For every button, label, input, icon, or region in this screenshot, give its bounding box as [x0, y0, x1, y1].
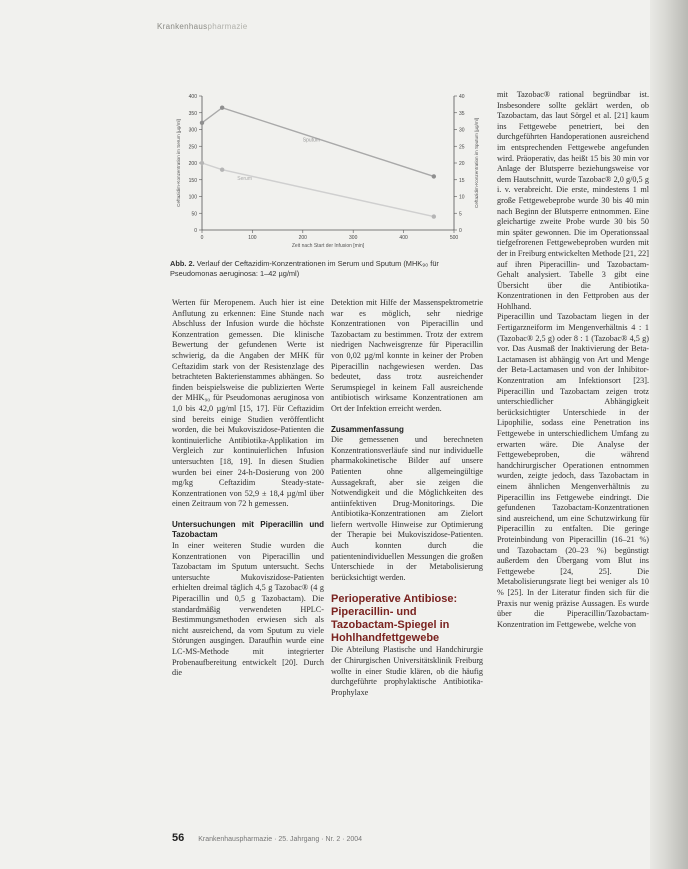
- serum-point: [220, 168, 224, 172]
- y-right-tick-label: 40: [459, 94, 465, 100]
- y-right-tick-label: 10: [459, 194, 465, 201]
- y-left-tick-label: 350: [188, 110, 197, 117]
- sputum-series-label: Sputum: [302, 137, 321, 144]
- y-right-tick-label: 35: [459, 110, 465, 117]
- y-right-tick-label: 5: [459, 211, 462, 218]
- caption-label: Abb. 2.: [170, 259, 195, 268]
- y-left-tick-label: 400: [188, 94, 197, 100]
- y-right-tick-label: 15: [459, 177, 465, 184]
- y-right-tick-label: 20: [459, 161, 465, 167]
- caption-text: Verlauf der Ceftazidim-Konzentrationen im Serum und Sputum (MHK₉₀ für Pseudomonas aeruginosa: 1–42 µg/ml): [170, 259, 439, 278]
- x-tick-label: 300: [349, 235, 358, 241]
- figure-caption: [170, 259, 488, 279]
- y-left-tick-label: 200: [188, 161, 197, 167]
- paragraph: Die gemessenen und berechneten Konzentrationsverläufe sind nur individuelle pharmakokinetische Bilder auf unsere Patienten ohne allgemeingültige Aussagekraft, aber sie zeigen die Notwendigkeit und die Möglichkeiten des antiinfektiven Drug-Monitorings. Die Antibiotika-Konzentrationen am Zielort liefern wertvolle Hinweise zur Optimierung der Therapie bei Mukoviszidose-Patienten. Auch konnten durch die patientenindividuellen Messungen die großen Unterschiede in der Metabolisierung berücksichtigt werden.: [331, 435, 483, 582]
- journal-info: Krankenhauspharmazie · 25. Jahrgang · Nr. 2 · 2004: [198, 836, 363, 843]
- page-binding-shadow: [650, 0, 688, 869]
- paragraph: Piperacillin und Tazobactam liegen in der Fertigarzneiform im Mengenverhältnis 4 : 1 (Tazobac® 2,5 g) oder 8 : 1 (Tazobac® 4,5 g) vor. Das Ausmaß der Inaktivierung der Beta-Lactamasen ist abhängig von Art und Menge der Beta-Lactamasen und von der Inhibitor-Konzentration am Infektionsort [23]. Piperacillin und Tazobactam zeigen trotz unterschiedlicher Abhängigkeit berücksichtigter Unterschiede in der Lipophilie, sodass eine Penetration ins Fettgewebe in unterschiedlichem Umfang zu erwarten wäre. Die Analyse der Fettgewebeproben, die während handchirurgischer Operationen entnommen wurden, zeigte jedoch, dass Tazobactam in einem ähnlichen Mengenverhältnis zu Piperacillin ins Fettgewebe eindringt. Die gefundenen Tazobactam-Konzentrationen sind ausreichend, um eine Schutzwirkung für Piperacillin zu entfalten. Die geringe Proteinbindung von Piperacillin (16–21 %) und Tazobactam (20–23 %) begünstigt außerdem den Übergang vom Blut ins Fettgewebe [24, 25]. Die Metabolisierungsrate liegt bei weniger als 10 % [25]. In der Literatur finden sich für die Praxis nur wenig präzise Aussagen. Es wurde über die Piperacillin/Tazobactam-Konzentration im Fettgewebe, welche von: [497, 312, 649, 629]
- section-heading: Untersuchungen mit Piperacillin und Tazobactam: [172, 519, 324, 540]
- x-tick-label: 100: [248, 235, 257, 241]
- y-axis-right-label: Ceftazidim-Konzentration im Sputum [µg/ml]: [474, 118, 479, 208]
- serum-line: [202, 163, 434, 217]
- article-subtitle: Perioperative Antibiose: Piperacillin- und Tazobactam-Spiegel in Hohlhandfettgewebe: [331, 593, 458, 645]
- header-brand-b: pharmazie: [207, 22, 248, 31]
- serum-point: [200, 161, 204, 165]
- y-left-tick-label: 250: [188, 144, 197, 151]
- text-column-3: [497, 90, 649, 630]
- y-left-tick-label: 150: [188, 177, 197, 184]
- page-footer: [172, 832, 362, 844]
- running-header: [157, 22, 248, 31]
- concentration-chart: [172, 90, 482, 250]
- page-number: 56: [172, 832, 185, 844]
- y-axis-left-label: Ceftazidim-Konzentration im Serum [µg/ml]: [176, 119, 181, 207]
- x-axis-label: Zeit nach Start der Infusion [min]: [291, 243, 365, 249]
- y-right-tick-label: 30: [459, 127, 465, 134]
- sputum-point: [220, 106, 224, 110]
- paragraph: Detektion mit Hilfe der Massenspektrometrie war es möglich, sehr niedrige Konzentrationen von Piperacillin und Tazobactam zu bestimmen. Trotz der extrem niedrigen Nachweisgrenze für Piperacillin von 0,02 µg/ml konnte in keiner der Proben Piperacillin nachgewiesen werden. Das bedeutet, dass trotz ausreichender Serumspiegel in keinem Fall ausreichende antibiotisch wirksame Konzentrationen am Ort der Infektion erreicht werden.: [331, 298, 483, 413]
- x-tick-label: 400: [399, 235, 408, 241]
- x-tick-label: 500: [449, 235, 459, 241]
- text-column-1: [172, 298, 324, 679]
- sputum-point: [432, 174, 436, 178]
- sputum-point: [200, 121, 204, 125]
- text-column-2: [331, 298, 483, 698]
- y-right-tick-label: 25: [459, 144, 465, 151]
- x-tick-label: 0: [200, 235, 204, 241]
- x-tick-label: 200: [298, 235, 307, 241]
- section-heading: Zusammenfassung: [331, 424, 404, 434]
- y-left-tick-label: 50: [191, 211, 197, 218]
- y-left-tick-label: 100: [188, 194, 197, 201]
- header-brand-a: Krankenhaus: [157, 22, 208, 31]
- paragraph: mit Tazobac® rational begründbar ist. Insbesondere sollte geklärt werden, ob Tazobactam, das laut Sörgel et al. [21] kaum ins Fettgewebe penetriert, bei den durchgeführten Handoperationen ausreichend im entsprechenden Fettgewebe angefunden wird. Präoperativ, das heißt 15 bis 30 min vor Anlage der Blutsperre beziehungsweise vor dem Hautschnitt, wurde Tazobac® 2,0 g/0,5 g i. v. verabreicht. Die erste, mindestens 1 ml große Fettgewebeprobe wurde 30 bis 40 min nach Beginn der Blutsperre entnommen. Eine gleichartige zweite Probe wurde 30 bis 50 min später gewonnen. Die im Operationssaal tiefgefrorenen Fettgewebeproben wurden mit der in Freiburg entwickelten Methode [21, 22] auf ihren Piperacillin- und Tazobactam-Gehalt analysiert. Tabelle 3 gibt eine Übersicht über die Antibiotika-Konzentrationen in den Fettproben aus der Hohlhand.: [497, 90, 649, 311]
- y-left-tick-label: 0: [194, 228, 197, 234]
- serum-point: [432, 214, 436, 218]
- y-left-tick-label: 300: [188, 127, 197, 134]
- y-right-tick-label: 0: [459, 228, 462, 234]
- paragraph: In einer weiteren Studie wurden die Konzentrationen von Piperacillin und Tazobactam im Sputum untersucht. Sechs untersuchte Mukoviszidose-Patienten erhielten dreimal täglich 4,5 g Tazobac® (4 g Piperacillin und 0,5 g Tazobactam). Die standardmäßig verwendeten HPLC-Bestimmungsmethoden erwiesen sich als nicht ausreichend, da vom Sputum zu viele Störungen ausgingen. Daraufhin wurde eine LC-MS-Methode mit integrierter Probenaufbereitung entwickelt [20]. Durch die: [172, 541, 324, 678]
- paragraph: Werten für Meropenem. Auch hier ist eine Anflutung zu erkennen: Eine Stunde nach Abschluss der Infusion wurde die höchste Konzentration gemessen. Die klinische Bewertung der gefundenen Werte ist schwierig, da die Angaben der MHK für Ceftazidim stark von der Resistenzlage des betrachteten Bakterienstammes abhängen. So finden beispielsweise die publizierten Werte der MHK₉₀ für Pseudomonas aeruginosa von 1,0 bis 42,0 µg/ml [15, 17]. Für Ceftazidim sind bereits einige Studien veröffentlicht worden, die bei Mukoviszidose-Patienten die kontinuierliche Antibiotika-Applikation im Vergleich zur kontinuierlichen Infusion untersuchten [18, 19]. In diesen Studien wurden bei einer 24-h-Dosierung von 200 mg/kg Ceftazidim Steady-state-Konzentrationen von 52,9 ± 18,4 µg/ml über einen Zeitraum von 72 h gemessen.: [172, 298, 324, 509]
- serum-series-label: Serum: [237, 175, 253, 182]
- paragraph: Die Abteilung Plastische und Handchirurgie der Chirurgischen Universitätsklinik Freiburg wollte in einer Studie klären, ob die häufig durchgeführte prophylaktische Antibiotika-Prophylaxe: [331, 645, 483, 697]
